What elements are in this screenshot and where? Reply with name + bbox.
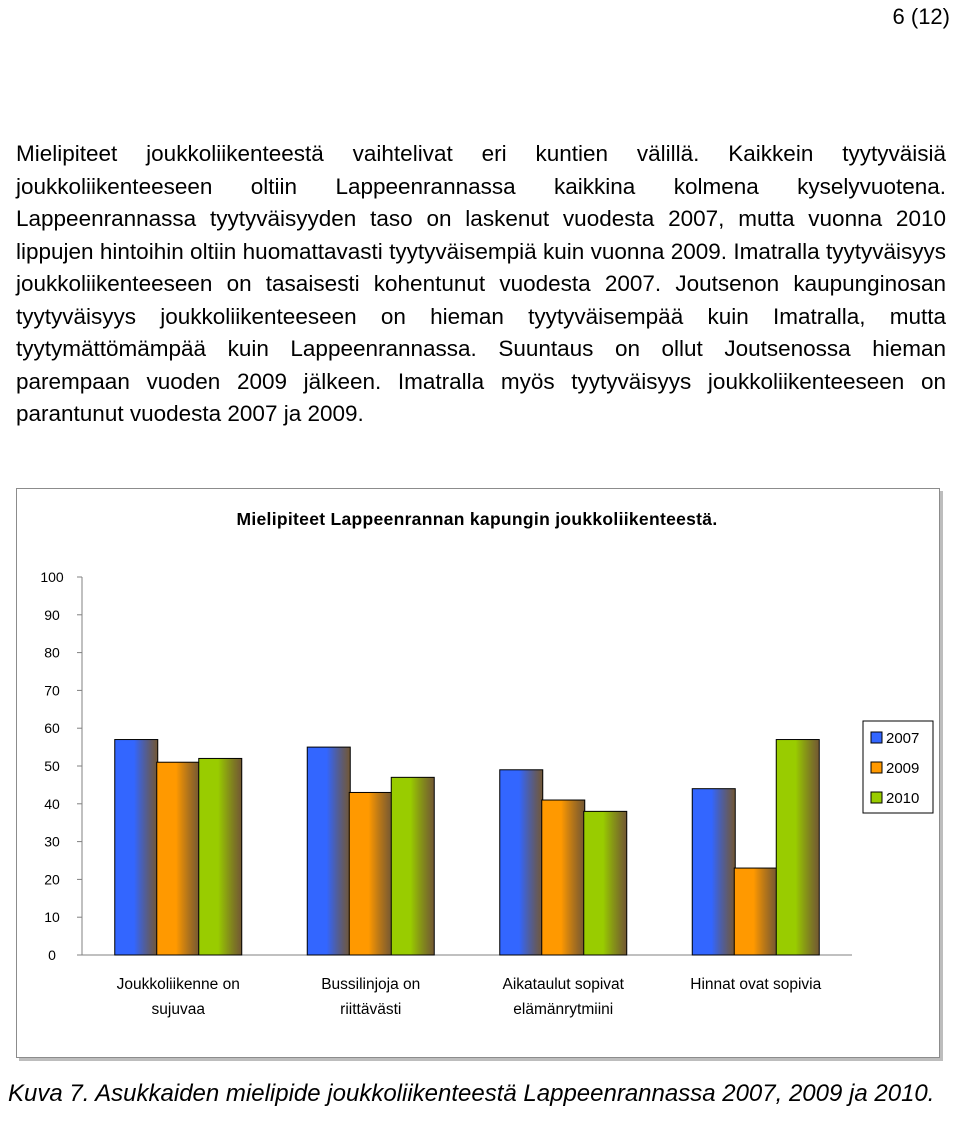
- legend-swatch-2007: [871, 732, 882, 743]
- figure-caption: Kuva 7. Asukkaiden mielipide joukkoliikenteestä Lappeenrannassa 2007, 2009 ja 2010.: [8, 1080, 935, 1107]
- category-label: riittävästi: [340, 1001, 402, 1018]
- bar-2009-cat-3: [734, 868, 777, 955]
- bar-2007-cat-1: [307, 747, 350, 955]
- chart-title: Mielipiteet Lappeenrannan kapungin joukkoliikenteestä.: [236, 509, 718, 529]
- legend-label: 2007: [886, 730, 920, 747]
- category-label: sujuvaa: [151, 1001, 205, 1018]
- y-tick-label: 0: [48, 947, 56, 963]
- bar-2009-cat-2: [542, 800, 585, 955]
- bar-2007-cat-3: [692, 789, 735, 955]
- y-tick-label: 20: [44, 871, 60, 888]
- y-tick-label: 10: [44, 909, 60, 926]
- bar-2009-cat-1: [349, 792, 392, 955]
- y-tick-label: 40: [44, 795, 60, 812]
- legend-label: 2010: [886, 790, 920, 807]
- bar-2010-cat-0: [199, 758, 242, 955]
- y-tick-label: 60: [44, 720, 60, 737]
- y-tick-label: 80: [44, 644, 60, 661]
- legend: [863, 721, 933, 813]
- category-label: Joukkoliikenne on: [116, 976, 240, 993]
- bar-2009-cat-0: [157, 762, 200, 955]
- legend-swatch-2009: [871, 762, 882, 773]
- category-label: Aikataulut sopivat: [502, 976, 624, 993]
- y-tick-label: 90: [44, 606, 60, 623]
- intro-paragraph: Mielipiteet joukkoliikenteestä vaihtelivat eri kuntien välillä. Kaikkein tyytyväisiä joukkoliikenteeseen oltiin Lappeenrannassa kaikkina kolmena kyselyvuotena. Lappeenrannassa tyytyväisyyden taso on laskenut vuodesta 2007, mutta vuonna 2010 lippujen hintoihin oltiin huomattavasti tyytyväisempiä kuin vuonna 2009. Imatralla tyytyväisyys joukkoliikenteeseen on tasaisesti kohentunut vuodesta 2007. Joutsenon kaupunginosan tyytyväisyys joukkoliikenteeseen on hieman tyytyväisempää kuin Imatralla, mutta tyytymättömämpää kuin Lappeenrannassa. Suuntaus on ollut Joutsenossa hieman parempaan vuoden 2009 jälkeen. Imatralla myös tyytyväisyys joukkoliikenteeseen on parantunut vuodesta 2007 ja 2009.: [16, 141, 946, 426]
- y-tick-label: 30: [44, 833, 60, 850]
- bar-2010-cat-3: [776, 740, 819, 955]
- bar-2010-cat-1: [391, 777, 434, 955]
- category-label: Hinnat ovat sopivia: [690, 976, 822, 993]
- y-tick-label: 70: [44, 682, 60, 699]
- labels-layer: [117, 976, 822, 1018]
- bar-2010-cat-2: [584, 811, 627, 955]
- y-tick-label: 50: [44, 758, 60, 774]
- bar-2007-cat-0: [115, 740, 158, 955]
- legend-label: 2009: [886, 760, 920, 777]
- category-label: Bussilinjoja on: [321, 976, 421, 993]
- y-tick-label: 100: [40, 569, 64, 585]
- category-label: elämänrytmiini: [513, 1001, 614, 1018]
- bars-layer: [115, 740, 820, 955]
- bar-2007-cat-2: [500, 770, 543, 955]
- page-number: 6 (12): [892, 4, 950, 29]
- legend-swatch-2010: [871, 792, 882, 803]
